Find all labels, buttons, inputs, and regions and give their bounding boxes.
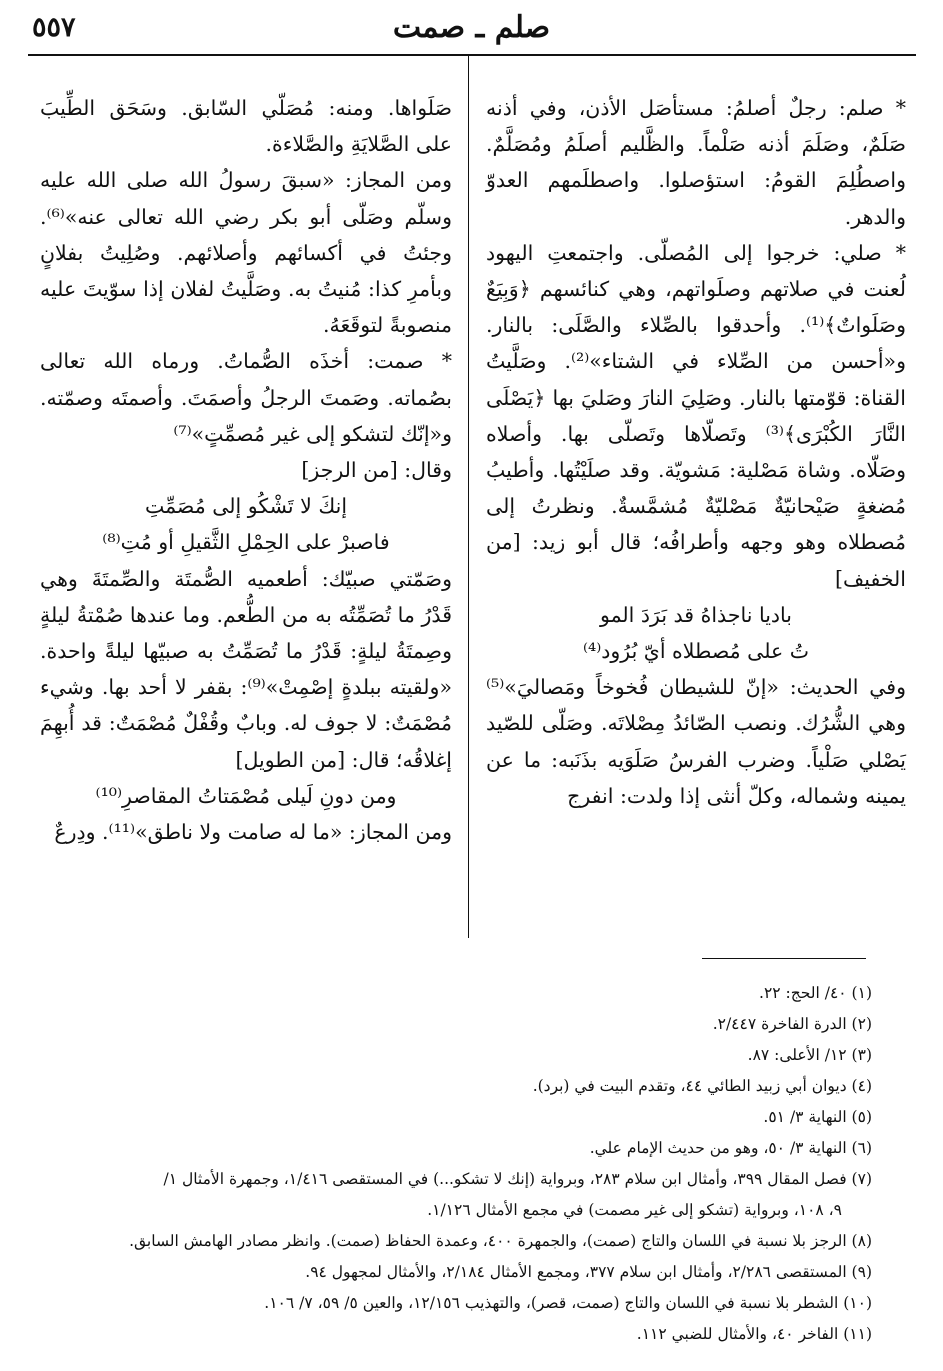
- footnote: (٢) الدرة الفاخرة ٢/٤٤٧.: [712, 1015, 872, 1033]
- running-head: صلم ـ صمت: [392, 10, 551, 45]
- entry-paragraph: وفي الحديث: «إنّ للشيطان فُخوخاً ومَصاليَ»⁽⁵⁾ وهي الشُّرُك. ونصب الصّائدُ مِصْلاتَه. وصَلّى للصّيد يَصْلي صَلْياً. وضرب الفرسُ صَلَوَيه بذَنَبه: ما عن يمينه وشماله، وكلّ أنثى إذا ولدت: انفرج: [486, 675, 906, 808]
- footnote: (٤) ديوان أبي زبيد الطائي ٤٤، وتقدم البيت في (برد).: [532, 1077, 872, 1095]
- footnote: (٣) ١٢/ الأعلى: ٨٧.: [747, 1046, 872, 1064]
- entry-paragraph: صَلَواها. ومنه: مُصَلّي السّابق. وسَحَق الطِّيبَ على الصَّلايَةِ والصَّلاءة.: [40, 96, 452, 157]
- entry-paragraph: ومن المجاز: «سبقَ رسولُ الله صلى الله عليه وسلّم وصَلّى أبو بكر رضي الله تعالى عنه»⁽⁶⁾. وجئتُ في أكسائهم وأصلائهم. وصُلِيتُ بفلانٍ وبأمرِ كذا: مُنيتُ به. وصَلَّيتُ لفلان إذا سوّيتَ عليه منصوبةً لتوقَعَهُ.: [40, 168, 452, 338]
- footnote: (٥) النهاية ٣/ ٥١.: [763, 1108, 872, 1126]
- verse-line: باديا ناجذاهُ قد بَرَدَ المو: [599, 602, 792, 627]
- footnote: (٦) النهاية ٣/ ٥٠، وهو من حديث الإمام علي.: [589, 1139, 872, 1157]
- page-number: ٥٥٧: [32, 12, 76, 43]
- column-divider: [468, 56, 469, 938]
- verse-line: ومن دونِ لَيلى مُصْمَتاتُ المقاصرِ⁽¹⁰⁾: [95, 783, 397, 808]
- page-header: [0, 8, 943, 48]
- footnote: (٨) الرجز بلا نسبة في اللسان والتاج (صمت)، والجمهرة ٤٠٠، وعمدة الحفاظ (صمت). وانظر مصادر الهامش السابق.: [129, 1232, 872, 1250]
- footnote: (٩) المستقصى ٢/٢٨٦، وأمثال ابن سلام ٣٧٧، ومجمع الأمثال ٢/١٨٤، والأمثال لمجهول ٩٤.: [305, 1263, 872, 1281]
- footnote: (١٠) الشطر بلا نسبة في اللسان والتاج (صمت، قصر)، والتهذيب ١٢/١٥٦، والعين ٥/ ٥٩، ٧/ ١٠٦.: [264, 1294, 872, 1312]
- entry-samt: * صمت: أخذَه الصُّماتُ. ورماه الله تعالى بصُماته. وصَمتَ الرجلُ وأصمَتَ. وأصمتَه وصمّته. و«إنّك لتشكو إلى غير مُصمِّتٍ»⁽⁷⁾: [40, 349, 452, 446]
- verse-line: تُ على مُصطلاه أيّ بُرُود⁽⁴⁾: [582, 639, 810, 664]
- entry-paragraph: ومن المجاز: «ما له صامت ولا ناطق»⁽¹¹⁾. ودِرعٌ: [54, 820, 452, 845]
- footnotes: [34, 978, 872, 1350]
- header-rule: [28, 54, 916, 56]
- entry-salam: * صلم: رجلٌ أصلمُ: مستأصَل الأذن، وفي أذنه صَلَمٌ، وصَلَمَ أذنه صَلْماً. والظَّليم أصلَمُ ومُصَلَّمٌ. واصطُلِمَ القومُ: استؤصلوا. واصطلَمهم العدوّ والدهر.: [486, 96, 906, 229]
- footnote: (٧) فصل المقال ٣٩٩، وأمثال ابن سلام ٢٨٣، وبرواية (إنك لا تشكو...) في المستقصى ١/٤١٦، وجمهرة الأمثال ١/: [163, 1170, 872, 1188]
- entry-paragraph: وصَمّتي صبيّك: أطعميه الصُّمتَة والصِّمتَةَ وهي قَدْرُ ما تُصَمِّتُه به من الطُّعم. وما عندها صُمْتةُ ليلةٍ وصِمتَةُ ليلةٍ: قَدْرُ ما تُصَمِّتُ به صبيّها ليلةً واحدة. «ولقيته ببلدةٍ إصْمِتْ»⁽⁹⁾: بقفر لا أحد بها. وشيء مُصْمَتٌ: لا جوف له. وبابٌ وقُفْلٌ مُصْمَتٌ: قد أُبهِمَ إغلاقُه؛ قال: [من الطويل]: [40, 566, 452, 772]
- footnote-separator: [702, 958, 866, 959]
- entry-sala: * صلي: خرجوا إلى المُصلّى. واجتمعتِ اليهود لُعنت في صلاتهم وصلَواتهم، وهي كنائسهم ﴿وَبِيَعٌ وصَلَواتٌ﴾⁽¹⁾. وأحدقوا بالصِّلاء والصَّلَى: بالنار. و«أحسن من الصِّلاء في الشتاء»⁽²⁾. وصَلَّيتُ القناة: قوّمتها بالنار. وصَلِيَ النارَ وصَليَ بها ﴿يَصْلَى النَّارَ الكُبْرَى﴾⁽³⁾ وتَصلّاها وتَصلّى بها. وأصلاه وصَلّاه. وشاة مَصْلية: مَشويّة. وقد صلَيْتُها. وأطيبُ مُضغةٍ صَيْحانيّةٌ مَصْليّةٌ مُشمَّسةٌ. ونظرتُ إلى مُصطلاه وهو وجهه وأطرافُه؛ قال أبو زيد: [من الخفيف]: [486, 240, 906, 591]
- left-column: [40, 90, 452, 850]
- right-column: [486, 90, 906, 814]
- footnote: (١١) الفاخر ٤٠، والأمثال للضبي ١١٢.: [636, 1325, 872, 1343]
- footnote-continuation: ٩، ١٠٨، وبرواية (تشكو إلى غير مصمت) في مجمع الأمثال ١/١٢٦.: [427, 1201, 842, 1219]
- footnote: (١) ٤٠/ الحج: ٢٢.: [759, 984, 872, 1002]
- verse-line: فاصبرْ على الحِمْلِ الثَّقيلِ أو مُتِ⁽⁸⁾: [102, 530, 390, 555]
- verse-line: إنكَ لا تَشْكُو إلى مُصَمِّتِ: [144, 494, 348, 519]
- meter-label: وقال: [من الرجز]: [301, 458, 452, 483]
